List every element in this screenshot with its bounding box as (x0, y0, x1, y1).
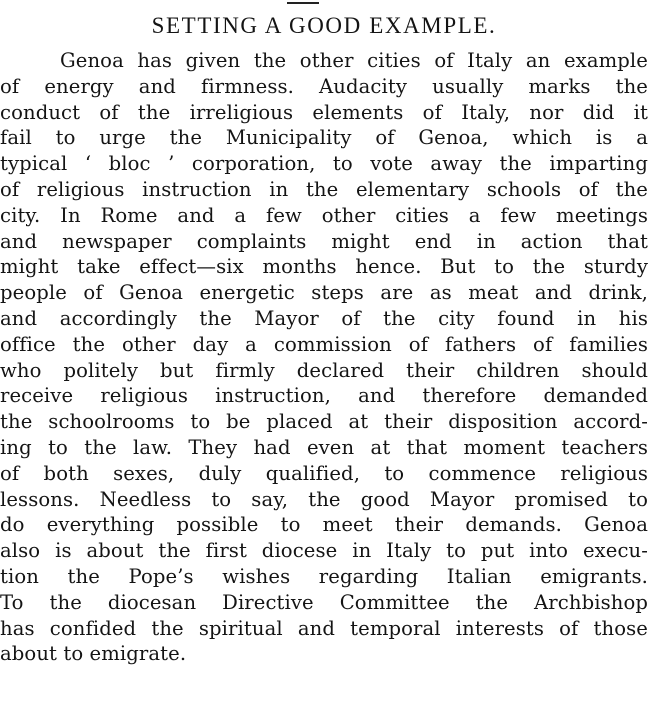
text-line: and accordingly the Mayor of the city found in his (0, 306, 648, 330)
text-line: tion the Pope’s wishes regarding Italian emigrants. (0, 564, 648, 588)
text-line: about to emigrate. (0, 642, 187, 666)
text-line: office the other day a commission of fathers of families (0, 332, 648, 356)
text-line: receive religious instruction, and therefore demanded (0, 384, 648, 408)
text-line: people of Genoa energetic steps are as meat and drink, (0, 281, 648, 305)
text-line: of religious instruction in the elementary schools of the (0, 177, 648, 201)
text-line: lessons. Needless to say, the good Mayor promised to (0, 487, 648, 511)
text-line: fail to urge the Municipality of Genoa, which is a (0, 126, 648, 150)
text-line: of energy and firmness. Audacity usually marks the (0, 74, 648, 98)
text-line: ing to the law. They had even at that moment teachers (0, 435, 648, 459)
text-line: the schoolrooms to be placed at their disposition accord- (0, 410, 648, 434)
text-line: Genoa has given the other cities of Italy an example (60, 49, 648, 72)
title-rule (287, 2, 319, 4)
text-line: who politely but firmly declared their children should (0, 358, 648, 382)
text-line: and newspaper complaints might end in action that (0, 229, 648, 253)
text-line: do everything possible to meet their demands. Genoa (0, 513, 648, 537)
text-line: also is about the first diocese in Italy to put into execu- (0, 539, 648, 563)
text-line: city. In Rome and a few other cities a few meetings (0, 203, 648, 227)
article-body (0, 48, 648, 667)
text-line: might take effect—six months hence. But to the sturdy (0, 255, 648, 279)
text-line: has confided the spiritual and temporal interests of those (0, 616, 648, 640)
text-line: typical ‘ bloc ’ corporation, to vote away the imparting (0, 152, 648, 176)
text-line: conduct of the irreligious elements of Italy, nor did it (0, 100, 648, 124)
text-line: of both sexes, duly qualified, to commence religious (0, 461, 648, 485)
text-line: To the diocesan Directive Committee the Archbishop (0, 590, 648, 614)
article-title: SETTING A GOOD EXAMPLE. (151, 13, 497, 38)
